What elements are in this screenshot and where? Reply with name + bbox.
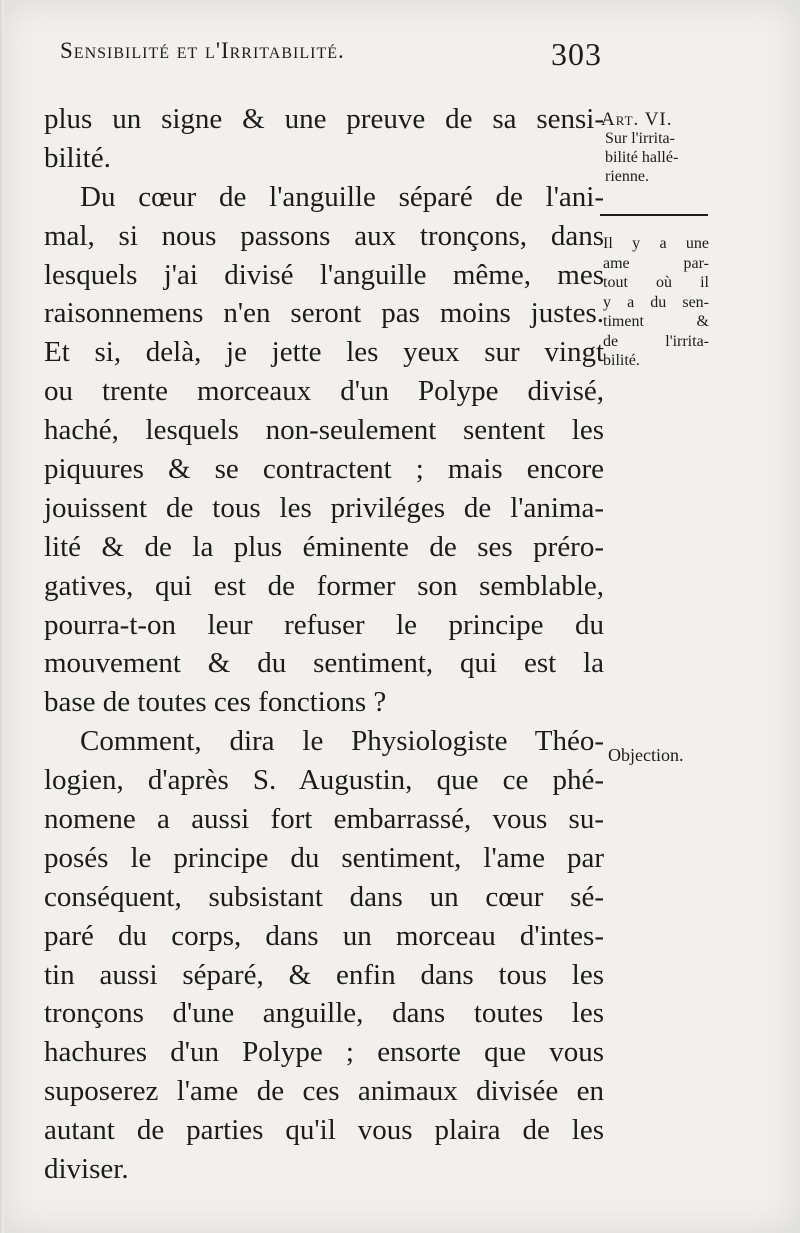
- margin-note-line: y a du sen-: [603, 293, 709, 311]
- margin-note-objection: Objection.: [608, 745, 684, 765]
- text-line: pourra-t-on leur refuser le principe du: [44, 608, 604, 641]
- text-line: Comment, dira le Physiologiste Théo-: [80, 725, 604, 758]
- text-line: raisonnemens n'en seront pas moins justes.: [44, 297, 604, 330]
- text-line: lité & de la plus éminente de ses préro-: [44, 530, 604, 563]
- text-line: hachures d'un Polype ; ensorte que vous: [44, 1036, 604, 1069]
- text-line: suposerez l'ame de ces animaux divisée en: [44, 1075, 604, 1108]
- text-line: lesquels j'ai divisé l'anguille même, mes: [44, 258, 604, 291]
- margin-note-line: timent &: [603, 313, 709, 330]
- body-text: [44, 100, 604, 1189]
- text-line: Du cœur de l'anguille séparé de l'ani-: [80, 180, 604, 213]
- text-line: base de toutes ces fonctions ?: [44, 686, 387, 719]
- margin-note-line: de l'irrita-: [603, 332, 709, 350]
- text-line: haché, lesquels non-seulement sentent les: [44, 414, 604, 447]
- text-line: Et si, delà, je jette les yeux sur vingt: [44, 336, 604, 369]
- text-line: nomene a aussi fort embarrassé, vous su-: [44, 803, 604, 836]
- margin-note-soul: [603, 234, 709, 371]
- text-line: plus un signe & une preuve de sa sensi-: [44, 103, 604, 135]
- margin-note-line: rienne.: [605, 168, 649, 185]
- margin-note-line: ame par-: [603, 254, 709, 272]
- page-number: 303: [551, 36, 602, 72]
- margin-note-line: tout où il: [603, 274, 709, 291]
- text-line: mouvement & du sentiment, qui est la: [44, 647, 604, 680]
- text-line: bilité.: [44, 141, 111, 174]
- margin-note-line: Sur l'irrita-: [605, 130, 675, 147]
- text-line: gatives, qui est de former son semblable,: [44, 569, 604, 602]
- text-line: mal, si nous passons aux tronçons, dans: [44, 219, 604, 252]
- running-title: Sensibilité et l'Irritabilité.: [60, 38, 345, 63]
- margin-note-article: [601, 110, 709, 186]
- text-line: tronçons d'une anguille, dans toutes les: [44, 997, 604, 1030]
- text-line: conséquent, subsistant dans un cœur sé-: [44, 880, 604, 913]
- margin-note-heading: Art. VI.: [601, 109, 673, 130]
- text-line: paré du corps, dans un morceau d'intes-: [44, 919, 604, 952]
- text-line: autant de parties qu'il vous plaira de les: [44, 1114, 604, 1147]
- text-line: diviser.: [44, 1153, 129, 1186]
- text-line: ou trente morceaux d'un Polype divisé,: [44, 375, 604, 408]
- margin-divider: [600, 214, 708, 216]
- margin-note-line: bilité.: [603, 352, 640, 369]
- text-line: logien, d'après S. Augustin, que ce phé-: [44, 764, 604, 797]
- text-line: tin aussi séparé, & enfin dans tous les: [44, 958, 604, 991]
- text-line: jouissent de tous les priviléges de l'anima-: [44, 491, 604, 524]
- page-edge: [0, 0, 4, 1233]
- margin-note-line: bilité hallé-: [605, 149, 679, 166]
- running-head: [60, 38, 600, 78]
- text-line: piquures & se contractent ; mais encore: [44, 453, 604, 486]
- text-line: posés le principe du sentiment, l'ame par: [44, 841, 604, 874]
- margin-note-line: Il y a une: [603, 235, 709, 252]
